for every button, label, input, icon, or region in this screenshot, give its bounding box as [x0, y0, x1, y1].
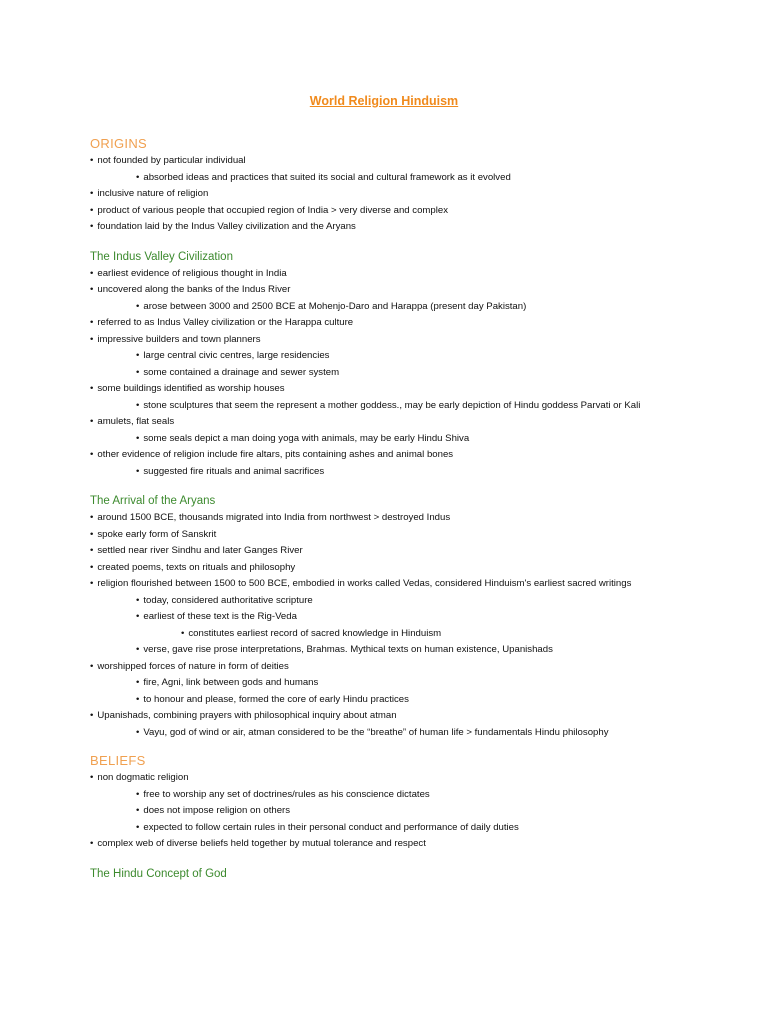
list-item-text: complex web of diverse beliefs held together by mutual tolerance and respect	[97, 838, 426, 849]
list-item-text: referred to as Indus Valley civilization or the Harappa culture	[97, 317, 354, 328]
list-item	[90, 398, 690, 415]
bullet-icon: •	[90, 383, 94, 394]
bullet-icon: •	[90, 772, 94, 783]
list-item	[90, 642, 690, 659]
bullet-icon: •	[90, 449, 94, 460]
list-item-text: earliest of these text is the Rig-Veda	[143, 611, 297, 622]
bullet-icon: •	[136, 611, 140, 622]
list-item	[90, 203, 690, 220]
list-item	[90, 219, 690, 236]
list-item	[90, 414, 690, 431]
list-item-text: earliest evidence of religious thought in India	[97, 267, 287, 279]
bullet-icon: •	[90, 317, 94, 328]
list-item-text: large central civic centres, large residencies	[143, 350, 330, 361]
list-item-text: some contained a drainage and sewer system	[143, 366, 340, 378]
document-body	[90, 134, 690, 883]
list-item-text: product of various people that occupied region of India > very diverse and complex	[97, 204, 449, 216]
bullet-icon: •	[90, 416, 94, 427]
bullet-icon: •	[90, 512, 94, 523]
list-item	[90, 692, 690, 709]
list-item	[90, 527, 690, 544]
list-item-text: arose between 3000 and 2500 BCE at Mohenjo-Daro and Harappa (present day Pakistan)	[143, 300, 527, 312]
list-item	[90, 836, 690, 853]
bullet-icon: •	[136, 366, 140, 378]
list-item	[90, 464, 690, 481]
list-item	[90, 186, 690, 203]
list-item	[90, 365, 690, 382]
list-item-text: created poems, texts on rituals and philosophy	[97, 561, 296, 573]
list-item-text: Upanishads, combining prayers with philosophical inquiry about atman	[97, 710, 397, 721]
list-item	[90, 820, 690, 837]
list-item	[90, 708, 690, 725]
section-heading: The Arrival of the Aryans	[90, 495, 216, 507]
section-heading: The Hindu Concept of God	[90, 867, 227, 880]
list-item-text: suggested fire rituals and animal sacrifices	[143, 465, 325, 477]
bullet-icon: •	[90, 710, 94, 721]
bullet-icon: •	[136, 693, 140, 705]
bullet-icon: •	[136, 399, 140, 411]
list-item	[90, 659, 690, 676]
bullet-icon: •	[136, 788, 140, 800]
list-item-text: verse, gave rise prose interpretations, Brahmas. Mythical texts on human existence, Upanishads	[143, 644, 553, 655]
list-item-text: foundation laid by the Indus Valley civilization and the Aryans	[97, 221, 356, 232]
list-item	[90, 381, 690, 398]
list-item	[90, 510, 690, 527]
list-item	[90, 282, 690, 299]
bullet-icon: •	[181, 627, 185, 639]
list-item	[90, 153, 690, 170]
list-item-text: absorbed ideas and practices that suited its social and cultural framework as it evolved	[143, 171, 511, 183]
bullet-icon: •	[136, 594, 140, 606]
list-item	[90, 593, 690, 610]
bullet-icon: •	[136, 805, 140, 816]
section-heading: BELIEFS	[90, 753, 146, 768]
bullet-icon: •	[90, 528, 94, 540]
list-item	[90, 315, 690, 332]
list-item	[90, 299, 690, 316]
list-item	[90, 431, 690, 448]
list-item-text: some seals depict a man doing yoga with animals, may be early Hindu Shiva	[143, 432, 470, 444]
bullet-icon: •	[136, 821, 140, 833]
list-item-text: worshipped forces of nature in form of deities	[97, 660, 289, 672]
list-item-text: today, considered authoritative scripture	[143, 594, 313, 606]
list-item-text: religion flourished between 1500 to 500 BCE, embodied in works called Vedas, considered Hinduism's earliest sacred writings	[97, 578, 632, 589]
bullet-icon: •	[136, 644, 140, 655]
list-item	[90, 626, 690, 643]
list-item	[90, 576, 690, 593]
list-item	[90, 543, 690, 560]
bullet-icon: •	[136, 171, 140, 183]
list-item-text: expected to follow certain rules in their personal conduct and performance of daily duties	[143, 821, 519, 833]
list-item	[90, 332, 690, 349]
list-item-text: Vayu, god of wind or air, atman considered to be the “breathe” of human life > fundamentals Hindu philosophy	[143, 726, 609, 738]
bullet-icon: •	[90, 221, 94, 232]
bullet-icon: •	[90, 578, 94, 589]
list-item-text: does not impose religion on others	[143, 805, 291, 816]
list-item-text: not founded by particular individual	[97, 155, 246, 166]
bullet-icon: •	[136, 300, 140, 312]
list-item	[90, 787, 690, 804]
bullet-icon: •	[90, 561, 94, 573]
list-item-text: to honour and please, formed the core of early Hindu practices	[143, 693, 409, 705]
bullet-icon: •	[90, 188, 94, 199]
list-item	[90, 447, 690, 464]
list-item-text: around 1500 BCE, thousands migrated into India from northwest > destroyed Indus	[97, 512, 451, 523]
list-item	[90, 803, 690, 820]
section-heading: ORIGINS	[90, 136, 147, 151]
bullet-icon: •	[90, 333, 94, 345]
list-item-text: stone sculptures that seem the represent a mother goddess., may be early depiction of Hindu goddess Parvati or Kali	[143, 399, 641, 411]
section-heading: The Indus Valley Civilization	[90, 250, 233, 263]
bullet-icon: •	[90, 204, 94, 216]
list-item	[90, 348, 690, 365]
list-item	[90, 609, 690, 626]
document-title: World Religion Hinduism	[309, 94, 459, 108]
list-item	[90, 560, 690, 577]
bullet-icon: •	[136, 726, 140, 738]
bullet-icon: •	[90, 284, 94, 295]
bullet-icon: •	[90, 155, 94, 166]
list-item-text: settled near river Sindhu and later Ganges River	[97, 545, 303, 556]
list-item-text: inclusive nature of religion	[97, 188, 209, 199]
list-item	[90, 675, 690, 692]
list-item-text: spoke early form of Sanskrit	[97, 528, 217, 540]
bullet-icon: •	[136, 465, 140, 477]
list-item	[90, 770, 690, 787]
bullet-icon: •	[136, 677, 140, 688]
list-item-text: some buildings identified as worship houses	[97, 383, 285, 394]
bullet-icon: •	[90, 660, 94, 672]
list-item	[90, 170, 690, 187]
bullet-icon: •	[136, 350, 140, 361]
list-item-text: other evidence of religion include fire altars, pits containing ashes and animal bones	[97, 449, 454, 460]
bullet-icon: •	[90, 545, 94, 556]
list-item-text: non dogmatic religion	[97, 772, 189, 783]
list-item-text: constitutes earliest record of sacred knowledge in Hinduism	[188, 627, 442, 639]
list-item-text: fire, Agni, link between gods and humans	[143, 677, 319, 688]
list-item-text: uncovered along the banks of the Indus River	[97, 284, 291, 295]
bullet-icon: •	[90, 267, 94, 279]
bullet-icon: •	[136, 432, 140, 444]
bullet-icon: •	[90, 838, 94, 849]
list-item	[90, 266, 690, 283]
list-item-text: free to worship any set of doctrines/rules as his conscience dictates	[143, 788, 430, 800]
list-item	[90, 725, 690, 742]
list-item-text: impressive builders and town planners	[97, 333, 261, 345]
list-item-text: amulets, flat seals	[97, 416, 175, 427]
